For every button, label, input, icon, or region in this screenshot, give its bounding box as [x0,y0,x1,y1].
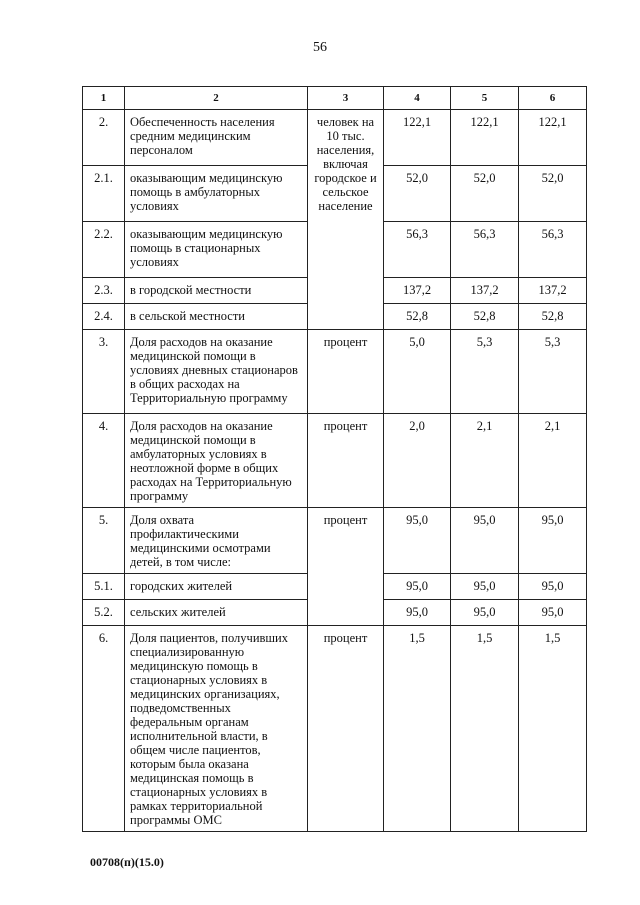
row-description: Доля расходов на оказание медицинской помощи в амбулаторных условиях в неотложной форме в общих расходах на Территориальную программу [125,414,308,508]
row-number: 3. [83,330,125,414]
page-number: 56 [313,40,327,55]
row-description: сельских жителей [125,600,308,626]
header-col-4: 4 [384,87,451,110]
value-col-5: 137,2 [451,278,519,304]
value-col-6: 5,3 [519,330,587,414]
row-number: 6. [83,626,125,832]
row-description: оказывающим медицинскую помощь в стационарных условиях [125,222,308,278]
value-col-6: 95,0 [519,600,587,626]
row-number: 2.4. [83,304,125,330]
value-col-4: 122,1 [384,110,451,166]
row-number: 5. [83,508,125,574]
row-unit: процент [308,414,384,508]
header-col-2: 2 [125,87,308,110]
row-description: в городской местности [125,278,308,304]
value-col-4: 95,0 [384,574,451,600]
value-col-4: 56,3 [384,222,451,278]
row-description: оказывающим медицинскую помощь в амбулаторных условиях [125,166,308,222]
value-col-4: 95,0 [384,600,451,626]
value-col-5: 122,1 [451,110,519,166]
header-col-6: 6 [519,87,587,110]
value-col-6: 122,1 [519,110,587,166]
row-number: 4. [83,414,125,508]
table-row [83,110,587,166]
table-row [83,330,587,414]
header-col-3: 3 [308,87,384,110]
value-col-5: 95,0 [451,600,519,626]
row-description: Доля пациентов, получивших специализированную медицинскую помощь в стационарных условиях в медицинских организациях, подведомственных федеральным органам исполнительной власти, в общем числе пациентов, которым была оказана медицинская помощь в стационарных условиях в рамках территориальной программы ОМС [125,626,308,832]
value-col-4: 52,0 [384,166,451,222]
row-description: Доля охвата профилактическими медицинскими осмотрами детей, в том числе: [125,508,308,574]
row-unit: процент [308,508,384,626]
value-col-5: 52,8 [451,304,519,330]
value-col-4: 2,0 [384,414,451,508]
row-description: городских жителей [125,574,308,600]
value-col-6: 137,2 [519,278,587,304]
value-col-5: 5,3 [451,330,519,414]
row-description: Обеспеченность населения средним медицинским персоналом [125,110,308,166]
value-col-5: 2,1 [451,414,519,508]
table-row [83,414,587,508]
value-col-4: 95,0 [384,508,451,574]
value-col-5: 95,0 [451,574,519,600]
row-number: 2. [83,110,125,166]
header-col-5: 5 [451,87,519,110]
row-number: 5.2. [83,600,125,626]
row-description: Доля расходов на оказание медицинской помощи в условиях дневных стационаров в общих расходах на Территориальную программу [125,330,308,414]
row-number: 2.1. [83,166,125,222]
header-row [83,87,587,110]
row-number: 2.2. [83,222,125,278]
value-col-6: 2,1 [519,414,587,508]
value-col-6: 52,0 [519,166,587,222]
value-col-4: 1,5 [384,626,451,832]
table-row [83,626,587,832]
value-col-6: 56,3 [519,222,587,278]
value-col-5: 52,0 [451,166,519,222]
table-row [83,508,587,574]
row-unit: процент [308,626,384,832]
value-col-4: 52,8 [384,304,451,330]
value-col-6: 95,0 [519,508,587,574]
value-col-6: 95,0 [519,574,587,600]
value-col-6: 52,8 [519,304,587,330]
indicators-table [82,86,587,832]
row-description: в сельской местности [125,304,308,330]
value-col-4: 5,0 [384,330,451,414]
value-col-4: 137,2 [384,278,451,304]
value-col-5: 56,3 [451,222,519,278]
document-code: 00708(п)(15.0) [90,855,164,869]
value-col-5: 95,0 [451,508,519,574]
row-number: 2.3. [83,278,125,304]
value-col-5: 1,5 [451,626,519,832]
value-col-6: 1,5 [519,626,587,832]
row-unit: процент [308,330,384,414]
row-unit: человек на 10 тыс. населения, включая городское и сельское население [308,110,384,330]
header-col-1: 1 [83,87,125,110]
row-number: 5.1. [83,574,125,600]
